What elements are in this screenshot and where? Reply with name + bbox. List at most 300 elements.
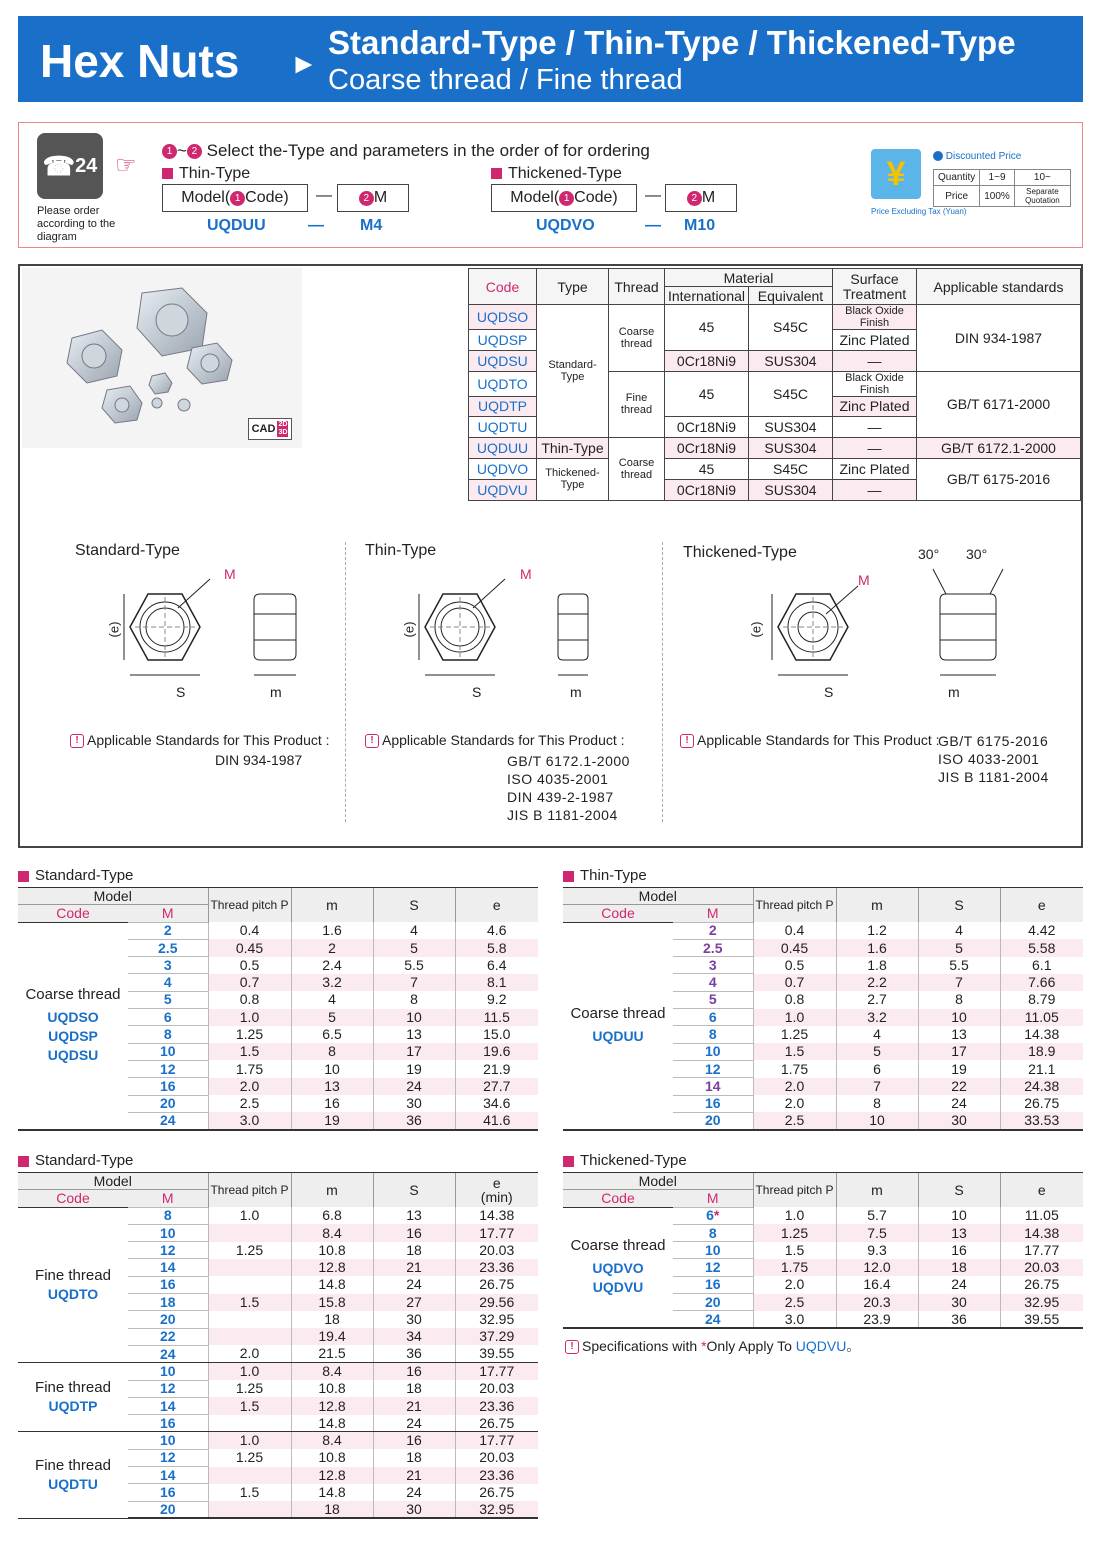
e-dimension: 17.77 [455,1363,538,1380]
s-dimension: 21 [373,1259,455,1276]
page-subtitle: Standard-Type / Thin-Type / Thickened-Type [328,24,1016,61]
s-dimension: 5.5 [918,957,1000,974]
s-dimension: 18 [373,1449,455,1466]
pitch-value: 0.8 [208,991,291,1008]
discounted-price-panel [871,147,1071,217]
thin-note: ! Applicable Standards for This Product : [365,732,625,748]
m-dimension: 10.8 [291,1380,373,1397]
m-value: 14 [128,1259,208,1276]
dash: — [316,187,332,204]
m-value: 5 [128,991,208,1008]
m-value: 16 [128,1276,208,1293]
m-dimension: 8.4 [291,1432,373,1449]
e-dimension: 26.75 [455,1484,538,1501]
pitch-value [208,1276,291,1293]
e-dimension: 26.75 [1000,1095,1083,1112]
ordering-panel: ☎ 24 Please order according to the diagram ☞ 1 ~ 2 Select the-Type and parameters in the order of for ordering Thin-Type Model( 1 Code) — 2 M UQDUU — M4 Thickened-Type Model( 1 Code) — 2 M UQDVO — M10 ¥ Discounted Price Quantity 1~9 10~ Price 100% Separate Quotation Price Excluding Tax (Yuan) [18,122,1083,248]
m-dimension: 12.0 [836,1259,918,1276]
s-dimension: 30 [373,1501,455,1518]
m-dimension: 23.9 [836,1311,918,1328]
m-dimension: 14.8 [291,1415,373,1432]
pitch-value [208,1328,291,1345]
e-dimension: 26.75 [1000,1276,1083,1293]
s-dimension: 18 [373,1380,455,1397]
m-dimension: 15.8 [291,1294,373,1311]
m-value: 20 [673,1112,753,1129]
s-dimension: 24 [373,1415,455,1432]
s-dimension: 30 [373,1311,455,1328]
e-dimension: 17.77 [455,1432,538,1449]
m-value: 8 [673,1224,753,1241]
e-dimension: 18.9 [1000,1043,1083,1060]
spec-frame [18,264,1083,848]
m-dimension: 10 [836,1112,918,1129]
s-dimension: 10 [918,1009,1000,1026]
m-value: 3 [128,957,208,974]
s-dimension: 30 [918,1112,1000,1129]
pitch-value: 1.25 [208,1242,291,1259]
price-table: Quantity 1~9 10~ Price 100% Separate Quotation [933,169,1071,207]
s-dimension: 17 [373,1043,455,1060]
thickened-type-heading: Thickened-Type [491,165,622,183]
thin-nut-drawing [395,564,615,714]
m-dimension: 2.2 [836,974,918,991]
m-dimension: 8 [836,1095,918,1112]
e-dimension: 29.56 [455,1294,538,1311]
s-dimension: 36 [918,1311,1000,1328]
s-dimension: 16 [373,1224,455,1241]
s-dimension: 19 [373,1060,455,1077]
e-dimension: 32.95 [455,1311,538,1328]
m-value: 6 [128,1009,208,1026]
m-dimension: 7 [836,1078,918,1095]
m-dimension: 7.5 [836,1224,918,1241]
pitch-value: 3.0 [208,1112,291,1129]
table-row [18,1207,538,1224]
e-dimension: 5.58 [1000,939,1083,956]
e-dimension: 17.77 [1000,1242,1083,1259]
e-dimension: 8.1 [455,974,538,991]
m-dimension: 9.3 [836,1242,918,1259]
s-dimension: 5 [373,939,455,956]
s-dimension: 27 [373,1294,455,1311]
col-code: Code [469,269,537,305]
page-subtitle-2: Coarse thread / Fine thread [328,64,683,96]
m-dimension: 18 [291,1311,373,1328]
s-dimension: 16 [918,1242,1000,1259]
cad-badge[interactable]: CAD 2D 3D [248,418,292,440]
s-dimension: 36 [373,1112,455,1129]
pitch-value: 0.5 [208,957,291,974]
pitch-value: 1.0 [753,1009,836,1026]
m-dimension: 19 [291,1112,373,1129]
table-row [18,1432,538,1449]
thin-table: Model Thread pitch P m S e Code M Coarse thread UQDUU 2 0.4 1.2 4 4.42 2.5 0.45 1.6 5 5.58 3 0.5 1.8 5.5 6.1 4 0.7 2.2 7 7.66 5 0.8 2.7 8 8.79 6 1.0 3.2 10 11.05 8 1.25 4 13 14.38 10 1.5 5 17 18.9 12 1.75 6 19 21.1 14 2.0 7 22 24.38 16 2.0 8 24 26.75 20 2.5 10 30 33.53 [563,887,1083,1131]
group-label: Coarse thread UQDSO UQDSP UQDSU [18,922,128,1130]
pitch-value: 0.45 [208,939,291,956]
s-dimension: 13 [918,1224,1000,1241]
m-dimension: 2 [291,939,373,956]
m-dimension: 16 [291,1095,373,1112]
m-value: 20 [673,1294,753,1311]
section-standard-coarse: Standard-Type [18,867,133,884]
e-dimension: 15.0 [455,1026,538,1043]
m-dimension: 14.8 [291,1484,373,1501]
s-dimension: 5 [918,939,1000,956]
group-label: Fine thread UQDTP [18,1363,128,1432]
arrow-icon: ► [290,48,318,79]
example-code: UQDUU [207,217,266,234]
table-row [563,1207,1083,1224]
e-dimension: 20.03 [1000,1259,1083,1276]
section-thin: Thin-Type [563,867,647,884]
pitch-value: 1.5 [208,1397,291,1414]
e-label: (e) [106,621,122,638]
m-dimension: 1.6 [291,922,373,939]
m-label: M [224,566,236,582]
m-value: 12 [673,1060,753,1077]
pitch-value: 2.5 [753,1294,836,1311]
e-dimension: 7.66 [1000,974,1083,991]
pitch-value: 1.25 [208,1449,291,1466]
e-label: (e) [401,621,417,638]
e-dimension: 27.7 [455,1078,538,1095]
table-row [18,1363,538,1380]
pitch-value [208,1224,291,1241]
s-dimension: 24 [373,1276,455,1293]
pointing-hand-icon: ☞ [115,152,137,179]
pitch-value: 0.4 [208,922,291,939]
order-instruction: 1 ~ 2 Select the-Type and parameters in the order of for ordering [162,141,650,161]
std-standard: DIN 934-1987 [215,752,303,768]
thin-type-heading: Thin-Type [162,165,250,183]
m-dimension: 6.8 [291,1207,373,1224]
pitch-value: 2.0 [753,1095,836,1112]
s-dimension: 19 [918,1060,1000,1077]
pitch-value: 1.25 [753,1224,836,1241]
m-dimension: 8 [291,1043,373,1060]
group-label: Fine thread UQDTU [18,1432,128,1518]
m-dimension: 4 [836,1026,918,1043]
m-value: 22 [128,1328,208,1345]
e-dimension: 9.2 [455,991,538,1008]
pitch-value: 0.5 [753,957,836,974]
s-label: S [472,684,482,700]
m-value: 18 [128,1294,208,1311]
e-dimension: 32.95 [1000,1294,1083,1311]
e-dimension: 33.53 [1000,1112,1083,1129]
m-dimension: 13 [291,1078,373,1095]
m-value: 10 [128,1224,208,1241]
e-dimension: 23.36 [455,1259,538,1276]
m-value: 10 [128,1432,208,1449]
example-code: UQDVO [536,217,595,234]
pitch-value: 2.0 [208,1345,291,1362]
m-value: 20 [128,1095,208,1112]
pitch-value [208,1415,291,1432]
m-value: 16 [673,1276,753,1293]
page-title: Hex Nuts [40,35,240,87]
pitch-value: 1.75 [753,1060,836,1077]
m-value: 10 [673,1242,753,1259]
m-value: 12 [673,1259,753,1276]
s-dimension: 24 [918,1276,1000,1293]
m-value: 10 [673,1043,753,1060]
s-dimension: 10 [373,1009,455,1026]
m-dimension: 6 [836,1060,918,1077]
m-dimension: 19.4 [291,1328,373,1345]
e-dimension: 11.05 [1000,1207,1083,1224]
spec-table: Code Type Thread Material Surface Treatment Applicable standards International Equivalent UQDSO Standard-Type Coarse thread 45 S45C Black Oxide Finish DIN 934-1987 UQDSP Zinc Plated UQDSU 0Cr18Ni9 SUS304 — UQDTO Fine thread 45 S45C Black Oxide Finish GB/T 6171-2000 UQDTP Zinc Plated UQDTU 0Cr18Ni9 SUS304 — UQDUU Thin-Type Coarse thread 0Cr18Ni9 SUS304 — GB/T 6172.1-2000 UQDVO Thickened-Type 45 S45C Zinc Plated GB/T 6175-2016 UQDVU 0Cr18Ni9 SUS304 — [468,268,1081,501]
s-dimension: 13 [373,1026,455,1043]
pitch-value: 2.5 [208,1095,291,1112]
model-code-box: Model( 1 Code) [162,184,308,212]
m-value: 2 [128,922,208,939]
pitch-value: 2.0 [208,1078,291,1095]
s-dimension: 24 [373,1078,455,1095]
drawing-title-thin: Thin-Type [365,542,437,559]
s-dimension: 17 [918,1043,1000,1060]
s-dimension: 21 [373,1467,455,1484]
s-dimension: 4 [373,922,455,939]
m-dimension: 10 [291,1060,373,1077]
pitch-value: 2.0 [753,1276,836,1293]
s-label: S [176,684,186,700]
s-dimension: 13 [373,1207,455,1224]
pitch-value: 1.25 [753,1026,836,1043]
e-dimension: 39.55 [1000,1311,1083,1328]
thickened-table: Model Thread pitch P m S e Code M Coarse thread UQDVO UQDVU 6* 1.0 5.7 10 11.05 8 1.25 7.5 13 14.38 10 1.5 9.3 16 17.77 12 1.75 12.0 18 20.03 16 2.0 16.4 24 26.75 20 2.5 20.3 30 32.95 24 3.0 23.9 36 39.55 [563,1172,1083,1329]
m-value: 10 [128,1043,208,1060]
pitch-value: 0.8 [753,991,836,1008]
m-value: 16 [673,1095,753,1112]
e-dimension: 11.5 [455,1009,538,1026]
m-dimension: 2.4 [291,957,373,974]
m-dimension: 1.2 [836,922,918,939]
e-dimension: 26.75 [455,1415,538,1432]
pitch-value: 1.0 [753,1207,836,1224]
pitch-value: 1.0 [208,1207,291,1224]
pitch-value [208,1467,291,1484]
table-row [18,922,538,939]
m-box: 2 M [665,184,737,212]
m-value: 16 [128,1078,208,1095]
e-dimension: 41.6 [455,1112,538,1129]
model-code-box: Model( 1 Code) [491,184,637,212]
pitch-value: 2.0 [753,1078,836,1095]
s-dimension: 36 [373,1345,455,1362]
m-dimension: 6.5 [291,1026,373,1043]
pitch-value: 0.7 [753,974,836,991]
s-dimension: 4 [918,922,1000,939]
e-dimension: 17.77 [455,1224,538,1241]
pitch-value: 0.7 [208,974,291,991]
m-dimension: 10.8 [291,1449,373,1466]
pitch-value: 1.5 [753,1043,836,1060]
e-dimension: 23.36 [455,1397,538,1414]
m-dimension: 3.2 [836,1009,918,1026]
e-dimension: 6.4 [455,957,538,974]
s-label: S [824,684,834,700]
angle-label: 30° [966,546,988,562]
pitch-value: 1.75 [208,1060,291,1077]
m-value: 16 [128,1415,208,1432]
pitch-value: 1.75 [753,1259,836,1276]
drawing-title-standard: Standard-Type [75,542,180,559]
m-value: 8 [673,1026,753,1043]
pitch-value: 1.5 [753,1242,836,1259]
hex-nut-photo [22,268,302,448]
m-dimension: 12.8 [291,1467,373,1484]
m-value: 2.5 [673,939,753,956]
m-value: 14 [128,1467,208,1484]
m-dimension: 8.4 [291,1224,373,1241]
price-title: Discounted Price [933,151,1021,162]
s-dimension: 7 [918,974,1000,991]
standard-fine-table: Model Thread pitch P m S e (min) Code M Fine thread UQDTO 8 1.0 6.8 13 14.38 10 8.4 16 17.77 12 1.25 10.8 18 20.03 14 12.8 21 23.36 16 14.8 24 26.75 18 1.5 15.8 27 29.56 20 18 30 32.95 22 19.4 34 37.29 24 2.0 21.5 36 39.55 Fine thread UQDTP 10 1.0 8.4 16 17.77 12 1.25 10.8 18 20.03 14 1.5 12.8 21 23.36 16 14.8 24 26.75 Fine thread UQDTU 10 1.0 8.4 16 17.77 12 1.25 10.8 18 20.03 14 12.8 21 23.36 16 1.5 14.8 24 26.75 20 18 30 32.95 [18,1172,538,1519]
m-dimension: 3.2 [291,974,373,991]
e-dimension: 14.38 [1000,1026,1083,1043]
m-dimension: 12.8 [291,1259,373,1276]
e-dimension: 32.95 [455,1501,538,1518]
pitch-value: 3.0 [753,1311,836,1328]
s-dimension: 21 [373,1397,455,1414]
m-value: 16 [128,1484,208,1501]
pitch-value: 1.0 [208,1009,291,1026]
yen-icon: ¥ [871,149,921,199]
m-value: 24 [128,1345,208,1362]
m-value: 2 [673,922,753,939]
m-value: 12 [128,1449,208,1466]
order-note: Please order according to the diagram [37,205,116,243]
e-dimension: 23.36 [455,1467,538,1484]
s-dimension: 10 [918,1207,1000,1224]
m-dimension: 5 [291,1009,373,1026]
pitch-value: 1.0 [208,1432,291,1449]
m-value: 4 [128,974,208,991]
e-dimension: 19.6 [455,1043,538,1060]
e-dimension: 21.9 [455,1060,538,1077]
m-label: M [858,572,870,588]
pitch-value: 1.5 [208,1484,291,1501]
e-dimension: 20.03 [455,1380,538,1397]
m-value: 2.5 [128,939,208,956]
pitch-value: 0.45 [753,939,836,956]
m-box: 2 M [337,184,409,212]
s-dimension: 30 [918,1294,1000,1311]
m-value: 3 [673,957,753,974]
height-label: m [948,684,960,700]
s-dimension: 22 [918,1078,1000,1095]
thin-standards: GB/T 6172.1-2000 ISO 4035-2001 DIN 439-2-1987 JIS B 1181-2004 [507,753,630,823]
table-row [563,922,1083,939]
m-value: 12 [128,1060,208,1077]
height-label: m [570,684,582,700]
m-value: 14 [128,1397,208,1414]
example-m: M4 [360,217,383,234]
s-dimension: 8 [918,991,1000,1008]
standard-nut-drawing [100,564,320,714]
e-dimension: 14.38 [455,1207,538,1224]
thick-standards: GB/T 6175-2016 ISO 4033-2001 JIS B 1181-2004 [938,733,1049,785]
s-dimension: 18 [373,1242,455,1259]
title-banner [18,16,1083,102]
m-label: M [520,566,532,582]
e-dimension: 39.55 [455,1345,538,1362]
e-dimension: 24.38 [1000,1078,1083,1095]
group-label: Coarse thread UQDUU [563,922,673,1130]
s-dimension: 5.5 [373,957,455,974]
pitch-value: 1.5 [208,1294,291,1311]
m-dimension: 12.8 [291,1397,373,1414]
e-dimension: 5.8 [455,939,538,956]
m-dimension: 1.8 [836,957,918,974]
section-thickened: Thickened-Type [563,1152,687,1169]
s-dimension: 18 [918,1259,1000,1276]
s-dimension: 16 [373,1363,455,1380]
m-dimension: 18 [291,1501,373,1518]
group-label: Fine thread UQDTO [18,1207,128,1363]
m-value: 12 [128,1380,208,1397]
m-value: 20 [128,1311,208,1328]
e-dimension: 26.75 [455,1276,538,1293]
standard-coarse-table: Model Thread pitch P m S e Code M Coarse thread UQDSO UQDSP UQDSU 2 0.4 1.6 4 4.6 2.5 0.45 2 5 5.8 3 0.5 2.4 5.5 6.4 4 0.7 3.2 7 8.1 5 0.8 4 8 9.2 6 1.0 5 10 11.5 8 1.25 6.5 13 15.0 10 1.5 8 17 19.6 12 1.75 10 19 21.9 16 2.0 13 24 27.7 20 2.5 16 30 34.6 24 3.0 19 36 41.6 [18,887,538,1131]
phone-24h-icon: ☎ 24 [37,133,103,199]
m-value: 14 [673,1078,753,1095]
m-value: 8 [128,1026,208,1043]
m-value: 12 [128,1242,208,1259]
height-label: m [270,684,282,700]
s-dimension: 24 [918,1095,1000,1112]
s-dimension: 30 [373,1095,455,1112]
m-dimension: 1.6 [836,939,918,956]
m-value: 8 [128,1207,208,1224]
thickened-nut-drawing [748,564,1008,714]
pitch-value [208,1311,291,1328]
m-dimension: 5 [836,1043,918,1060]
pitch-value [208,1259,291,1276]
e-dimension: 11.05 [1000,1009,1083,1026]
e-dimension: 6.1 [1000,957,1083,974]
m-dimension: 2.7 [836,991,918,1008]
m-dimension: 4 [291,991,373,1008]
m-value: 5 [673,991,753,1008]
pitch-value: 1.25 [208,1380,291,1397]
m-dimension: 10.8 [291,1242,373,1259]
section-standard-fine: Standard-Type [18,1152,133,1169]
pitch-value [208,1501,291,1518]
pitch-value: 2.5 [753,1112,836,1129]
s-dimension: 16 [373,1432,455,1449]
m-dimension: 16.4 [836,1276,918,1293]
pitch-value: 0.4 [753,922,836,939]
e-dimension: 14.38 [1000,1224,1083,1241]
s-dimension: 7 [373,974,455,991]
drawing-title-thickened: Thickened-Type [683,544,797,561]
std-note: ! Applicable Standards for This Product : [70,732,330,748]
example-m: M10 [684,217,716,234]
m-dimension: 14.8 [291,1276,373,1293]
s-dimension: 24 [373,1484,455,1501]
e-dimension: 21.1 [1000,1060,1083,1077]
m-value: 20 [128,1501,208,1518]
pitch-value: 1.25 [208,1026,291,1043]
tax-note: Price Excluding Tax (Yuan) [871,207,967,216]
e-dimension: 34.6 [455,1095,538,1112]
angle-label: 30° [918,546,940,562]
m-value: 24 [673,1311,753,1328]
e-dimension: 4.6 [455,922,538,939]
